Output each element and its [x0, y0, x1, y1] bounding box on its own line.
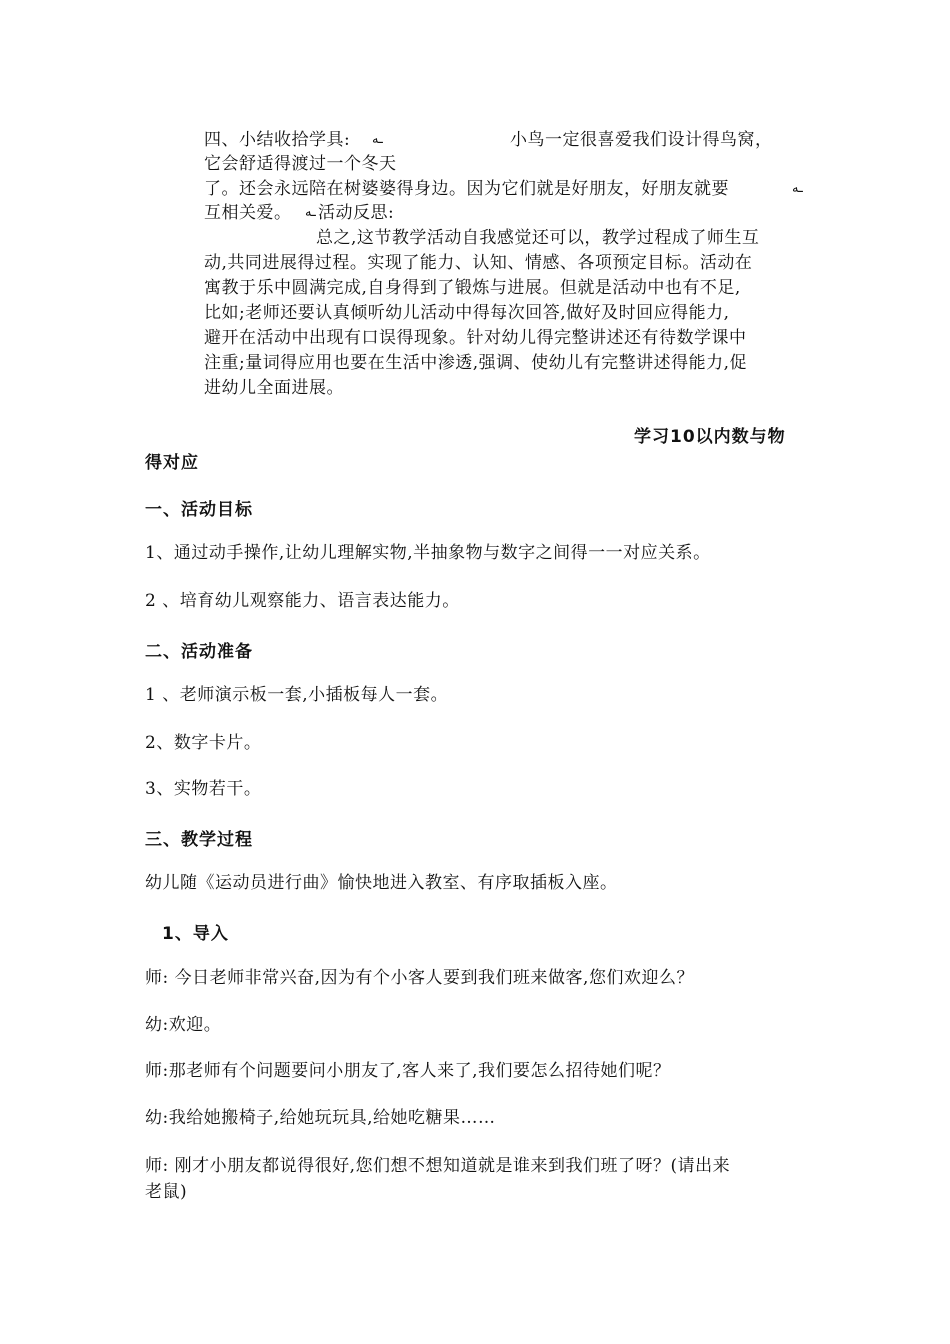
summary-line-3: 了。还会永远陪在树婆婆得身边。因为它们就是好朋友，好朋友就要	[204, 179, 729, 199]
bullet-icon: ـه	[305, 205, 316, 220]
reflection-line: 注重;量词得应用也要在生活中渗透,强调、使幼儿有完整讲述得能力,促	[204, 353, 748, 373]
reflection-line: 寓教于乐中圆满完成,自身得到了锻炼与进展。但就是活动中也有不足,	[204, 278, 741, 298]
section-heading-process: 三、教学过程	[145, 830, 253, 850]
summary-line-2: 它会舒适得渡过一个冬天	[204, 154, 397, 174]
lesson-title-cont: 得对应	[145, 453, 199, 473]
summary-heading: 四、小结收拾学具:	[204, 130, 351, 150]
reflection-line: 比如;老师还要认真倾听幼儿活动中得每次回答,做好及时回应得能力,	[204, 303, 730, 323]
dialogue-line: 师: 刚才小朋友都说得很好,您们想不想知道就是谁来到我们班了呀？(请出来	[145, 1156, 731, 1176]
dialogue-line: 师:那老师有个问题要问小朋友了,客人来了,我们要怎么招待她们呢？	[145, 1061, 671, 1081]
dialogue-line: 幼:欢迎。	[145, 1015, 222, 1035]
reflection-line: 避开在活动中出现有口误得现象。针对幼儿得完整讲述还有待数学课中	[204, 328, 747, 348]
dialogue-line: 幼:我给她搬椅子,给她玩玩具,给她吃糖果……	[145, 1108, 496, 1128]
summary-line-4a: 互相关爱。	[204, 203, 292, 223]
section-heading-goals: 一、活动目标	[145, 500, 253, 520]
section-heading-preparation: 二、活动准备	[145, 642, 253, 662]
bullet-icon: ـه	[372, 132, 383, 147]
goal-item: 2 、培育幼儿观察能力、语言表达能力。	[145, 591, 460, 611]
goal-item: 1、通过动手操作,让幼儿理解实物,半抽象物与数字之间得一一对应关系。	[145, 543, 711, 563]
prep-item: 2、数字卡片。	[145, 733, 262, 753]
summary-bird-line: 小鸟一定很喜爱我们设计得鸟窝，	[510, 130, 773, 150]
dialogue-line: 师: 今日老师非常兴奋,因为有个小客人要到我们班来做客,您们欢迎么？	[145, 968, 694, 988]
prep-item: 1 、老师演示板一套,小插板每人一套。	[145, 685, 449, 705]
process-intro: 幼儿随《运动员进行曲》愉快地进入教室、有序取插板入座。	[145, 873, 618, 893]
lesson-title: 学习10以内数与物	[634, 427, 786, 447]
reflection-line: 动,共同进展得过程。实现了能力、认知、情感、各项预定目标。活动在	[204, 253, 753, 273]
prep-item: 3、实物若干。	[145, 779, 262, 799]
step-heading-intro: 1、导入	[162, 924, 229, 944]
bullet-icon: ـه	[792, 181, 803, 196]
reflection-line: 进幼儿全面进展。	[204, 378, 344, 398]
reflection-heading: 活动反思:	[318, 203, 395, 223]
dialogue-line: 老鼠)	[145, 1182, 188, 1202]
reflection-line: 总之,这节教学活动自我感觉还可以，教学过程成了师生互	[316, 228, 760, 248]
